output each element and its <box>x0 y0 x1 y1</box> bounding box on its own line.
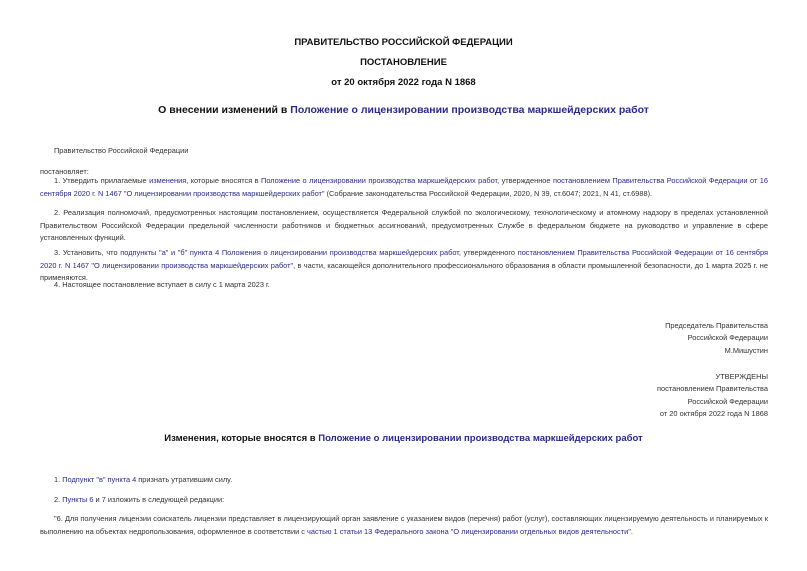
subparagraphs-link[interactable]: подпункты "а" и "б" пункта 4 Положения о лицензировании производства маркшейдерских работ <box>120 248 459 257</box>
p1-text-1: 1. Утвердить прилагаемые <box>54 176 150 185</box>
document-title <box>0 104 807 116</box>
changes-regulation-link[interactable]: Положение о лицензировании производства маркшейдерских работ <box>318 433 643 444</box>
paragraph-3 <box>40 247 768 285</box>
signature-name: М.Мишустин <box>724 345 768 355</box>
p3-text-3: , в части, касающейся дополнительного профессионального образования в области промышленной безопасности, до 1 марта 2025 г. не применяются. <box>40 260 768 282</box>
changes-title-prefix: Изменения, которые вносятся в <box>164 433 319 444</box>
doc-type-heading: ПОСТАНОВЛЕНИЕ <box>360 57 447 68</box>
approved-date: от 20 октября 2022 года N 1868 <box>659 408 768 418</box>
change-1-number: 1. <box>54 475 63 484</box>
date-number-heading: от 20 октября 2022 года N 1868 <box>331 77 476 88</box>
p1-text-4: (Собрание законодательства Российской Федерации, 2020, N 39, ст.6047; 2021, N 41, ст.6988). <box>324 188 653 198</box>
changes-link[interactable]: изменения <box>149 176 187 185</box>
change-2-number: 2. <box>54 495 63 504</box>
p1-text-3: , утвержденное <box>497 176 553 185</box>
p1-text-2: , которые вносятся в <box>186 176 262 185</box>
change-1 <box>54 475 232 484</box>
decrees-text: постановляет: <box>40 167 89 176</box>
paragraph-6-link[interactable]: Пункты 6 <box>62 495 94 504</box>
paragraph-4: 4. Настоящее постановление вступает в силу с 1 марта 2023 г. <box>54 280 270 289</box>
change-2-text-2: изложить в следующей редакции: <box>105 495 225 504</box>
federal-law-link[interactable]: частью 1 статьи 13 Федерального закона "О лицензировании отдельных видов деятельности" <box>307 526 631 536</box>
government-heading: ПРАВИТЕЛЬСТВО РОССИЙСКОЙ ФЕДЕРАЦИИ <box>294 37 513 48</box>
change-3-text-1: "6. Для получения лицензии соискатель лицензии представляет в лицензирующий орган заявление с указанием видов (перечня) работ (услуг), составляющих лицензируемую деятельность и планируемых к выполнению на объектах недропользования, оформленное в соответствии с <box>40 514 768 536</box>
subparagraph-v-link[interactable]: Подпункт "в" пункта 4 <box>62 475 137 484</box>
approved-label: УТВЕРЖДЕНЫ <box>715 372 768 381</box>
changes-title <box>0 433 807 444</box>
change-3-text-2: . <box>630 526 633 536</box>
approved-by: постановлением Правительства <box>657 384 768 394</box>
paragraph-7-link[interactable]: 7 <box>101 495 106 504</box>
regulation-link[interactable]: Положение о лицензировании производства маркшейдерских работ <box>261 176 498 185</box>
title-prefix: О внесении изменений в <box>158 104 291 116</box>
change-2-text-1: и <box>93 495 102 504</box>
paragraph-1 <box>40 175 768 200</box>
change-1-text: признать утратившим силу. <box>136 475 233 484</box>
approved-block <box>657 371 768 420</box>
p3-text-1: 3. Установить, что <box>54 248 121 257</box>
change-3-paragraph-6 <box>40 513 768 538</box>
issuer-text: Правительство Российской Федерации <box>54 146 189 155</box>
signature-position: Председатель Правительства <box>665 321 768 330</box>
resolution-1467-link-2[interactable]: постановлением Правительства Российской Федерации от 16 сентября 2020 г. N 1467 "О лицензировании производства маркшейдерских работ" <box>40 248 768 270</box>
change-2 <box>54 495 224 504</box>
paragraph-2: 2. Реализация полномочий, предусмотренных настоящим постановлением, осуществляется Федеральной службой по экологическому, технологическому и атомному надзору в пределах установленной Правительством Российской Федерации предельной численности работников и бюджетных ассигнований, предусмотренных Службе в федеральном бюджете на руководство и управление в сфере установленных функций. <box>40 208 768 242</box>
title-regulation-link[interactable]: Положение о лицензировании производства маркшейдерских работ <box>290 104 649 116</box>
p3-text-2: , утвержденного <box>458 248 518 257</box>
signature-org: Российской Федерации <box>687 333 768 343</box>
signature-block <box>665 320 768 357</box>
approved-org: Российской Федерации <box>687 396 768 406</box>
resolution-1467-link[interactable]: постановлением Правительства Российской Федерации от 16 сентября 2020 г. N 1467 "О лицензировании производства маркшейдерских работ" <box>40 176 769 198</box>
